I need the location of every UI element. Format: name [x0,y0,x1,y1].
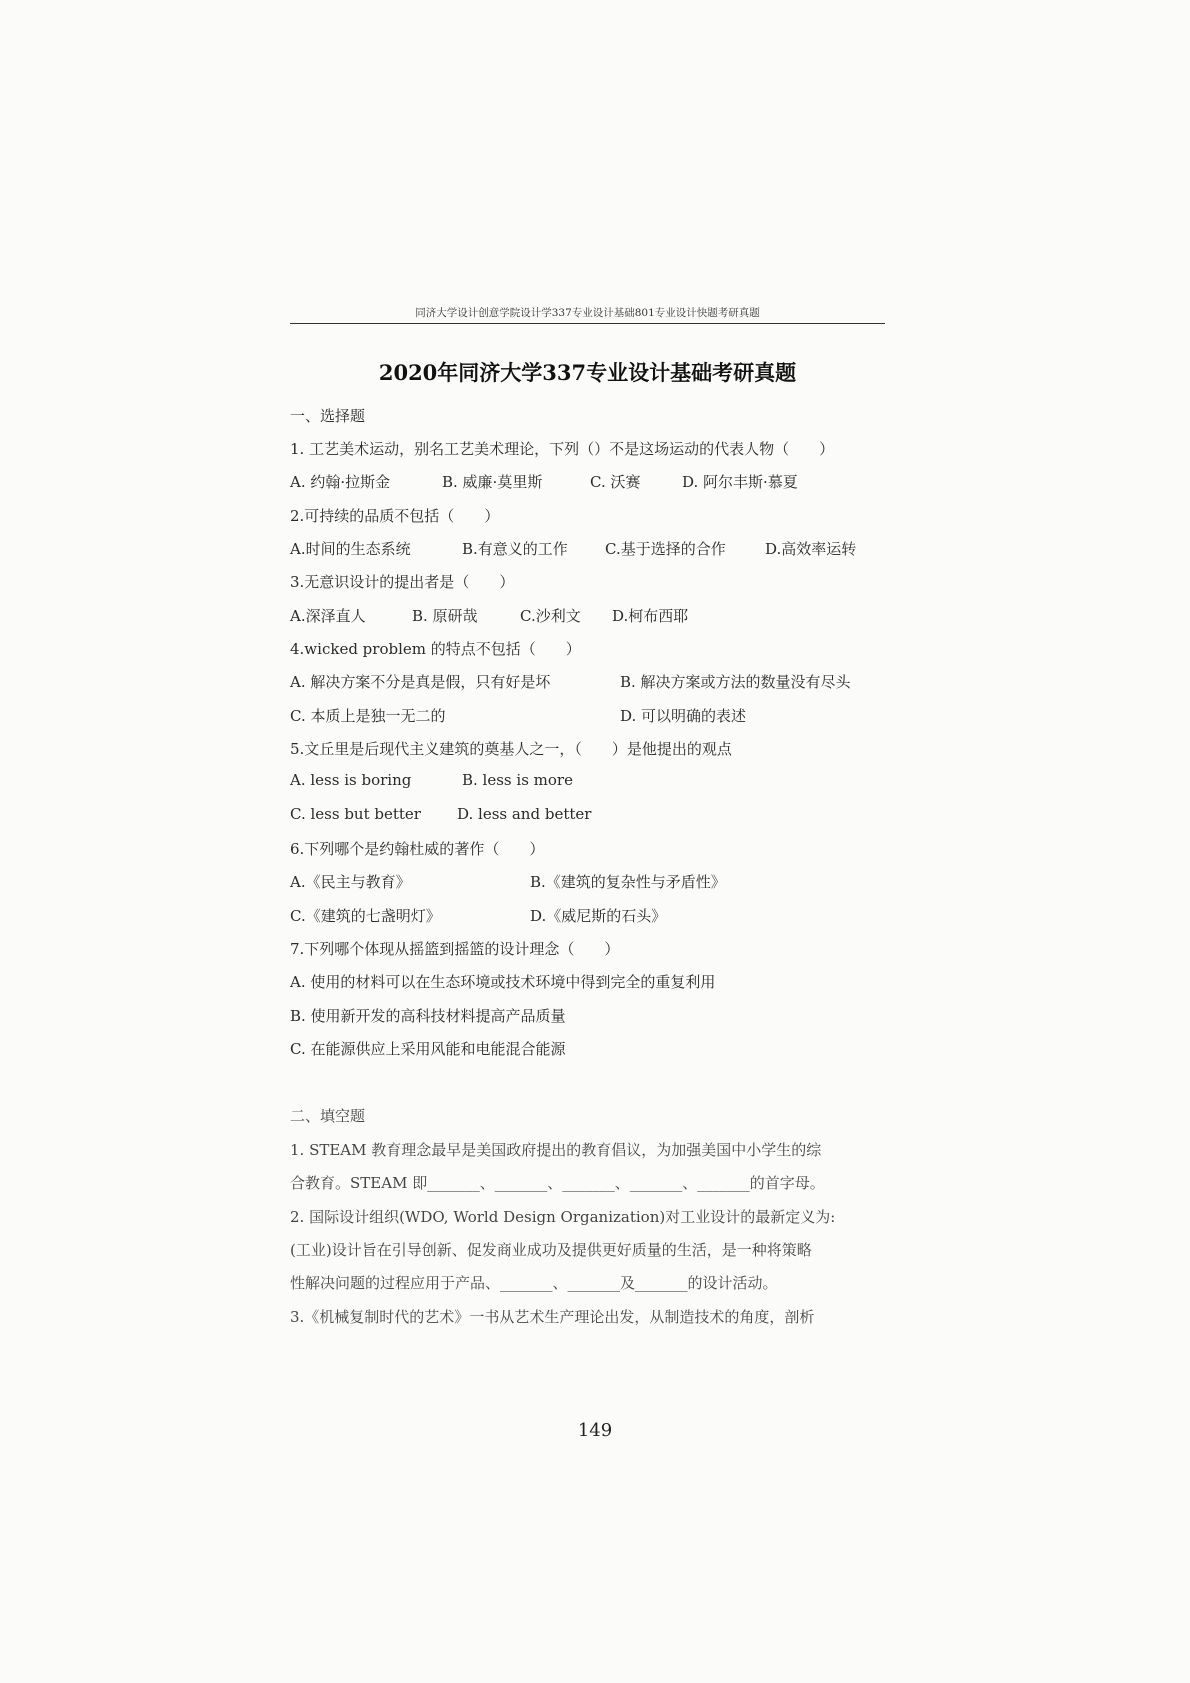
running-header: 同济大学设计创意学院设计学337专业设计基础801专业设计快题考研真题 [415,307,760,319]
option-a: A. 使用的材料可以在生态环境或技术环境中得到完全的重复利用 [290,973,716,991]
fill-question: 合教育。STEAM 即_______、_______、_______、_______、_______的首字母。 [290,1174,825,1192]
options-row [290,705,890,729]
option-a: A.时间的生态系统 [290,540,411,558]
option-c: C.基于选择的合作 [605,540,726,558]
option-d: D. 阿尔丰斯·慕夏 [682,473,798,491]
question-stem: 5.文丘里是后现代主义建筑的奠基人之一，（ ）是他提出的观点 [290,740,732,758]
header-rule [290,323,885,324]
option-d: D. 可以明确的表述 [620,707,747,725]
option-b: B.有意义的工作 [462,540,568,558]
question-stem: 7.下列哪个体现从摇篮到摇篮的设计理念（ ） [290,940,620,958]
question-stem: 4.wicked problem 的特点不包括（ ） [290,640,581,658]
option-d: D. less and better [457,805,592,823]
option-a: A.深泽直人 [290,607,366,625]
option-a: A. 解决方案不分是真是假，只有好是坏 [290,673,551,691]
fill-question: (工业)设计旨在引导创新、促发商业成功及提供更好质量的生活，是一种将策略 [290,1241,812,1259]
question-stem: 3.无意识设计的提出者是（ ） [290,573,515,591]
option-c: C. less but better [290,805,421,823]
fill-question: 3.《机械复制时代的艺术》一书从艺术生产理论出发，从制造技术的角度，剖析 [290,1308,815,1326]
option-b: B. 解决方案或方法的数量没有尽头 [620,673,851,691]
section-heading: 二、填空题 [290,1107,366,1125]
option-a: A. less is boring [290,771,412,789]
options-row [290,538,890,562]
option-c: C.《建筑的七盏明灯》 [290,907,441,925]
option-b: B.《建筑的复杂性与矛盾性》 [530,873,726,891]
page-title: 2020年同济大学337专业设计基础考研真题 [378,360,797,385]
options-row [290,871,890,895]
option-c: C. 沃赛 [590,473,641,491]
option-b: B. 使用新开发的高科技材料提高产品质量 [290,1007,566,1025]
section-heading: 一、选择题 [290,407,366,425]
option-d: D.高效率运转 [765,540,857,558]
option-c: C.沙利文 [520,607,581,625]
page-number: 149 [577,1420,613,1441]
option-c: C. 本质上是独一无二的 [290,707,446,725]
options-row [290,771,890,795]
fill-question: 2. 国际设计组织(WDO, World Design Organization)对工业设计的最新定义为: [290,1208,836,1226]
options-row [290,471,890,495]
options-row [290,671,890,695]
option-d: D.《威尼斯的石头》 [530,907,667,925]
question-stem: 6.下列哪个是约翰杜威的著作（ ） [290,840,545,858]
options-row [290,605,890,629]
option-d: D.柯布西耶 [612,607,689,625]
option-b: B. 原研哉 [412,607,478,625]
question-stem: 1. 工艺美术运动，别名工艺美术理论，下列（）不是这场运动的代表人物（ ） [290,440,835,458]
option-b: B. 威廉·莫里斯 [442,473,543,491]
option-a: A. 约翰·拉斯金 [290,473,391,491]
options-row [290,905,890,929]
question-stem: 2.可持续的品质不包括（ ） [290,507,500,525]
option-b: B. less is more [462,771,573,789]
option-c: C. 在能源供应上采用风能和电能混合能源 [290,1040,566,1058]
fill-question: 1. STEAM 教育理念最早是美国政府提出的教育倡议，为加强美国中小学生的综 [290,1141,822,1159]
option-a: A.《民主与教育》 [290,873,411,891]
options-row [290,805,890,829]
fill-question: 性解决问题的过程应用于产品、_______、_______及_______的设计活动。 [290,1274,778,1292]
